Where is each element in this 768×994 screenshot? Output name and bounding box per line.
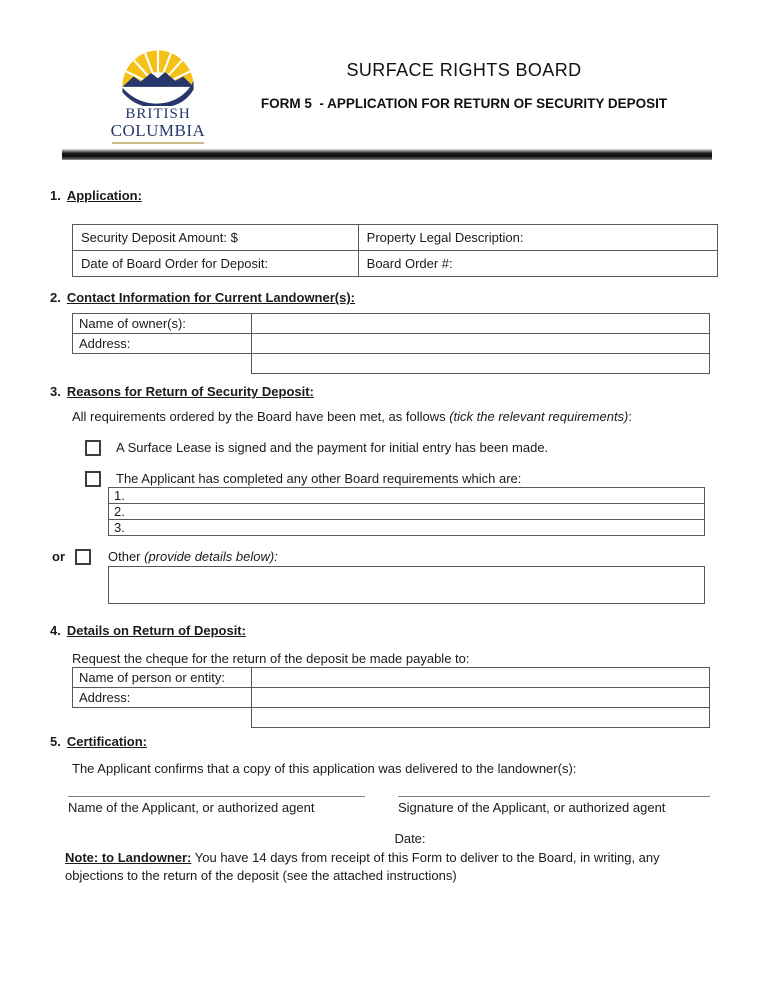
board-order-number-label: Board Order #:	[366, 256, 453, 271]
logo-text-columbia: COLUMBIA	[110, 121, 206, 140]
other-option	[52, 549, 718, 565]
payee-address-input[interactable]	[252, 688, 710, 708]
section-3-number: 3.	[50, 384, 61, 399]
table-row	[73, 334, 710, 354]
table-row	[73, 225, 718, 251]
board-requirements-label: The Applicant has completed any other Board requirements which are:	[116, 471, 522, 486]
certification-intro: The Applicant confirms that a copy of this application was delivered to the landowner(s):	[72, 761, 577, 776]
section-2-number: 2.	[50, 290, 61, 305]
or-label: or	[52, 549, 65, 564]
payee-address-extra-input[interactable]	[252, 708, 710, 728]
table-row	[73, 668, 710, 688]
applicant-name-caption: Name of the Applicant, or authorized agent	[68, 800, 315, 815]
board-order-number-cell[interactable]	[358, 251, 717, 277]
form-title: SURFACE RIGHTS BOARD	[346, 60, 582, 80]
table-row	[73, 251, 718, 277]
section-1-heading: 1. Application:	[50, 188, 142, 203]
header-titles	[215, 60, 713, 111]
owner-address-extra-input[interactable]	[252, 354, 710, 374]
other-label-italic: (provide details below):	[144, 549, 278, 564]
table-row	[73, 354, 710, 374]
other-details-box[interactable]	[108, 566, 705, 604]
table-row	[73, 688, 710, 708]
surface-lease-checkbox[interactable]	[85, 440, 101, 456]
landowner-note-text: You have 14 days from receipt of this Form to deliver to the Board, in writing, any objections to the return of the deposit (see the attached instructions)	[65, 850, 660, 883]
owner-address-label-cell	[73, 334, 252, 354]
table-row	[73, 708, 710, 728]
table-row	[109, 504, 705, 520]
section-4-heading: 4. Details on Return of Deposit:	[50, 623, 246, 638]
section-5-number: 5.	[50, 734, 61, 749]
security-deposit-amount-label: Security Deposit Amount: $	[81, 230, 238, 245]
requirement-number-2: 2.	[114, 504, 125, 519]
requirements-intro-italic: (tick the relevant requirements)	[449, 409, 629, 424]
requirements-intro	[72, 409, 718, 425]
payee-table	[72, 667, 710, 728]
applicant-signature-line[interactable]	[398, 796, 710, 797]
logo-text-british: BRITISH	[125, 106, 191, 122]
security-deposit-amount-cell[interactable]	[73, 225, 359, 251]
logo-gold-rule	[112, 142, 204, 144]
table-row	[73, 314, 710, 334]
bc-logo	[104, 40, 212, 144]
payee-name-label-cell	[73, 668, 252, 688]
section-4-number: 4.	[50, 623, 61, 638]
section-1-number: 1.	[50, 188, 61, 203]
date-of-board-order-cell[interactable]	[73, 251, 359, 277]
owner-address-label: Address:	[79, 336, 131, 351]
board-requirements-table	[108, 487, 705, 536]
table-row	[109, 488, 705, 504]
section-5-heading: 5. Certification:	[50, 734, 148, 749]
date-field[interactable]	[50, 831, 718, 847]
application-table	[72, 224, 718, 277]
board-requirements-checkbox[interactable]	[85, 471, 101, 487]
requirement-input-2[interactable]	[109, 504, 705, 520]
sun-mountains-icon	[114, 40, 202, 106]
payee-name-input[interactable]	[252, 668, 710, 688]
header-separator-bar	[62, 149, 712, 160]
applicant-name-signature-line[interactable]	[68, 796, 365, 797]
board-requirements-option	[85, 471, 718, 487]
landowner-contact-table	[72, 313, 710, 374]
payee-address-label-cell	[73, 688, 252, 708]
requirement-input-3[interactable]	[109, 520, 705, 536]
property-legal-description-label: Property Legal Description:	[366, 230, 524, 245]
form-subtitle: FORM 5 - APPLICATION FOR RETURN OF SECURITY DEPOSIT	[260, 96, 668, 111]
table-row	[109, 520, 705, 536]
requirement-input-1[interactable]	[109, 488, 705, 504]
requirement-number-1: 1.	[114, 488, 125, 503]
owner-name-input[interactable]	[252, 314, 710, 334]
landowner-note-heading: Note: to Landowner:	[65, 850, 192, 865]
requirements-intro-text: All requirements ordered by the Board have been met, as follows	[72, 409, 450, 424]
other-label-text: Other	[108, 549, 145, 564]
empty-spacer-cell	[73, 354, 252, 374]
surface-lease-option	[85, 440, 718, 456]
surface-lease-label: A Surface Lease is signed and the payment for initial entry has been made.	[116, 440, 549, 455]
date-label: Date:	[394, 831, 426, 846]
applicant-signature-block	[398, 796, 710, 816]
owner-name-label-cell	[73, 314, 252, 334]
other-label	[108, 549, 278, 565]
requirement-number-3: 3.	[114, 520, 125, 535]
signature-row	[68, 796, 718, 816]
payee-address-label: Address:	[79, 690, 131, 705]
date-of-board-order-label: Date of Board Order for Deposit:	[81, 256, 269, 271]
section-3-heading: 3. Reasons for Return of Security Deposit:	[50, 384, 314, 399]
payee-name-label: Name of person or entity:	[79, 670, 225, 685]
property-legal-description-cell[interactable]	[358, 225, 717, 251]
owner-address-input[interactable]	[252, 334, 710, 354]
section-2-heading: 2. Contact Information for Current Landowner(s):	[50, 290, 356, 305]
applicant-signature-caption: Signature of the Applicant, or authorized agent	[398, 800, 666, 815]
owner-name-label: Name of owner(s):	[79, 316, 186, 331]
form-content	[50, 161, 718, 885]
payable-intro: Request the cheque for the return of the deposit be made payable to:	[72, 651, 470, 666]
empty-spacer-cell	[73, 708, 252, 728]
applicant-name-block	[68, 796, 365, 816]
other-checkbox[interactable]	[75, 549, 91, 565]
landowner-note	[65, 849, 710, 885]
requirements-intro-colon: :	[628, 409, 633, 424]
